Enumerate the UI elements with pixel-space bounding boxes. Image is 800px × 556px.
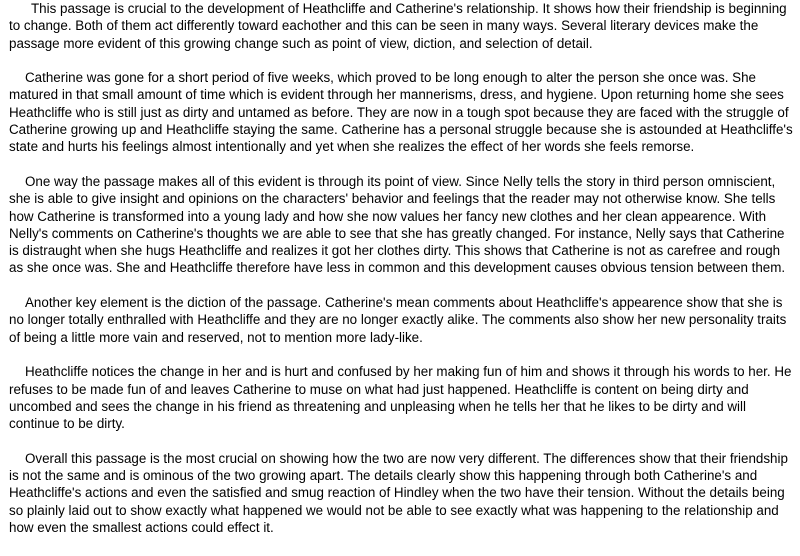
paragraph-catherine-change: Catherine was gone for a short period of five weeks, which proved to be long enough to alter the person she once was. She matured in that small amount of time which is evident through her mannerisms, dress, and hygiene. Upon returning home she sees Heathcliffe who is still just as dirty and untamed as before. They are now in a tough spot because they are faced with the struggle of Catherine growing up and Heathcliffe staying the same. Catherine has a personal struggle because she is astounded at Heathcliffe's state and hurts his feelings almost intentionally and yet when she realizes the effect of her words she feels remorse. — [9, 70, 793, 155]
paragraph-heathcliffe-reaction: Heathcliffe notices the change in her and is hurt and confused by her making fun of him and shows it through his words to her. He refuses to be made fun of and leaves Catherine to muse on what had just happened. Heathcliffe is content on being dirty and uncombed and sees the change in his friend as threatening and unpleasing when he tells her that he likes to be dirty and will continue to be dirty. — [9, 364, 792, 432]
paragraph-conclusion: Overall this passage is the most crucial on showing how the two are now very different. The differences show that their friendship is not the same and is ominous of the two growing apart. The details clearly show this happening through both Catherine's and Heathcliffe's actions and even the satisfied and smug reaction of Hindley when the two have their tension. Without the details being so plainly laid out to show exactly what happened we would not be able to see exactly what was happening to the relationship and how even the smallest actions could effect it. — [9, 450, 788, 535]
essay-document — [9, 0, 795, 536]
paragraph-point-of-view: One way the passage makes all of this evident is through its point of view. Since Nelly tells the story in third person omniscient, she is able to give insight and opinions on the characters' behavior and feelings that the reader may not otherwise know. She tells how Catherine is transformed into a young lady and how she now values her fancy new clothes and her clean appearence. With Nelly's comments on Catherine's thoughts we are able to see that she has greatly changed. For instance, Nelly says that Catherine is distraught when she hugs Heathcliffe and realizes it got her clothes dirty. This shows that Catherine is not as carefree and rough as she once was. She and Heathcliffe therefore have less in common and this development causes obvious tension between them. — [9, 173, 786, 276]
paragraph-intro: This passage is crucial to the development of Heathcliffe and Catherine's relationship. It shows how their friendship is beginning to change. Both of them act differently toward eachother and this can be seen in many ways. Several literary devices make the passage more evident of this growing change such as point of view, diction, and selection of detail. — [9, 1, 787, 51]
paragraph-diction: Another key element is the diction of the passage. Catherine's mean comments about Heathcliffe's appearence show that she is no longer totally enthralled with Heathcliffe and they are no longer exactly alike. The comments also show her new personality traits of being a little more vain and reserved, not to mention more lady-like. — [9, 295, 787, 345]
